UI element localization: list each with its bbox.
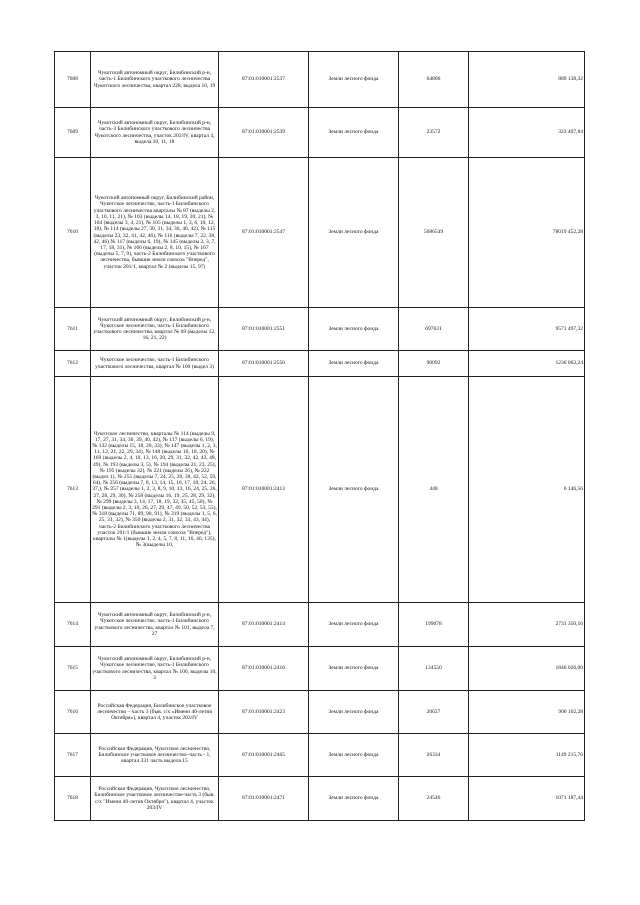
cadastral-number: 87:01:010001:2414 (219, 603, 309, 647)
area-value: 26334 (399, 734, 469, 777)
row-number: 7613 (55, 377, 91, 603)
table-row (55, 691, 585, 734)
area-value: 448 (399, 377, 469, 603)
table-row (55, 108, 585, 158)
land-category: Земли лесного фонда (309, 308, 399, 351)
area-value: 90092 (399, 351, 469, 377)
cadastral-value: 78019 452,28 (469, 158, 585, 308)
area-value: 134550 (399, 647, 469, 691)
table-row (55, 734, 585, 777)
cadastral-number: 87:01:010001:2423 (219, 691, 309, 734)
cadastral-number: 87:01:010001:2471 (219, 777, 309, 821)
land-category: Земли лесного фонда (309, 377, 399, 603)
land-category: Земли лесного фонда (309, 108, 399, 158)
cadastral-value: 1071 187,44 (469, 777, 585, 821)
table-row (55, 603, 585, 647)
area-value: 20627 (399, 691, 469, 734)
location-description: Чукотский автономный округ, Билибинский р-н, Чукотское лесничество, часть-1 Билибинского участкового лесничества, квартал № 69 (выделы 12, 16, 21, 22) (91, 308, 219, 351)
location-description: Российская Федерация, Чукотское лесничество, Билибинское участковое лесничество–часть - 1, квартал 331 часть выдела 15 (91, 734, 219, 777)
row-number: 7609 (55, 108, 91, 158)
location-description: Чукотский автономный округ, Билибинский р-н, часть-3 Билибинского участкового лесничества Чукотского лесничества, участок 203/IV, квартал 4, выдела 10, 11, 18 (91, 108, 219, 158)
area-value: 23572 (399, 108, 469, 158)
cadastral-number: 87:01:010001:2416 (219, 647, 309, 691)
location-description: Чукотский автономный округ, Билибинский р-н, Чукотское лесничество, часть-1 Билибинского участкового лесничества, квартал № 100, выделы 10, 3 (91, 647, 219, 691)
table-row (55, 377, 585, 603)
cadastral-number: 87:01:010001:2556 (219, 351, 309, 377)
cadastral-value: 323 407,84 (469, 108, 585, 158)
cadastral-value: 6 146,56 (469, 377, 585, 603)
table-row (55, 777, 585, 821)
table-row (55, 52, 585, 108)
land-category: Земли лесного фонда (309, 647, 399, 691)
land-category: Земли лесного фонда (309, 351, 399, 377)
cadastral-number: 87:01:010001:2551 (219, 308, 309, 351)
cadastral-number: 87:01:010001:2537 (219, 52, 309, 108)
land-category: Земли лесного фонда (309, 777, 399, 821)
cadastral-number: 87:01:010001:2547 (219, 158, 309, 308)
row-number: 7618 (55, 777, 91, 821)
row-number: 7610 (55, 158, 91, 308)
table-row (55, 351, 585, 377)
row-number: 7615 (55, 647, 91, 691)
land-category: Земли лесного фонда (309, 158, 399, 308)
land-category: Земли лесного фонда (309, 691, 399, 734)
cadastral-value: 1149 215,76 (469, 734, 585, 777)
location-description: Российская Федерация, Чукотское лесничество, Билибинское участковое лесничество-часть 3 (быв. с/х "Имени 40-летия Октября"), квартал 4, участок 203/IV (91, 777, 219, 821)
area-value: 5686549 (399, 158, 469, 308)
location-description: Чукотский автономный округ, Билибинский р-н, Чукотское лесничество, часть-1 Билибинского участкового лесничества, квартал № 101, выдела 7, 27 (91, 603, 219, 647)
row-number: 7608 (55, 52, 91, 108)
location-description: Чукотское лесничество, кварталы № 114 (выделы 9, 17, 27, 31, 34, 36, 39, 40, 42), № 117 (выделы 6, 19), № 132 (выделы 15, 18, 20, 33), № 147 (выделы 1, 2, 3, 11, 12, 21, 22, 29, 34), № 148 (выделы 16, 18, 20), № 169 (выделы 2, 4, 10, 13, 16, 20, 29, 31, 32, 42, 43, 48, 49), № 193 (выделы 3, 5), № 194 (выделы 21, 23, 25), № 195 (выделы 32), № 221 (выделы 26), № 222 (выдел 1), № 255 (выделы 7, 24, 25, 28, 38, 42, 52, 59, 64), № 256 (выделы 7, 8, 13, 14, 15, 16, 17, 18, 24, 26, 37,), № 257 (выделы 1, 2, 3, 8, 9, 10, 13, 16, 24, 25, 26, 27, 28, 29, 30), № 258 (выделы 16, 19, 25, 28, 29, 32), № 299 (выделы 3, 14, 17, 18, 19, 32, 35, 45, 50), № 291 (выделы 2, 3, 10, 26, 27, 29, 47, 49, 50, 52, 53, 55), № 318 (выделы 71, 89, 90, 91), № 319 (выделы 1, 5, 6, 25, 31, 32), № 350 (выделы 2, 31, 32, 33, 43, 44), часть-2 Билибинского участкового лесничества участок 201/1 (бывшие земли совхоза "Вперед"), кварталы № 1(выделы 1, 2, 4, 5, 7, 8, 11, 16, 40, 135), № 3(выделы 10, (91, 377, 219, 603)
row-number: 7614 (55, 603, 91, 647)
row-number: 7617 (55, 734, 91, 777)
cadastral-number: 87:01:010001:2539 (219, 108, 309, 158)
table-row (55, 308, 585, 351)
area-value: 697631 (399, 308, 469, 351)
table-row (55, 158, 585, 308)
cadastral-value: 9571 497,32 (469, 308, 585, 351)
land-category: Земли лесного фонда (309, 52, 399, 108)
cadastral-number: 87:01:010001:2465 (219, 734, 309, 777)
location-description: Чукотский автономный округ, Билибинский р-н, часть-1 Билибинского участкового лесничества Чукотского лесничества, квартал 228, выдела 10, 19 (91, 52, 219, 108)
area-value: 64806 (399, 52, 469, 108)
cadastral-value: 1236 062,24 (469, 351, 585, 377)
table-row (55, 647, 585, 691)
cadastral-value: 2731 350,16 (469, 603, 585, 647)
cadastral-value: 1846 026,00 (469, 647, 585, 691)
cadastral-value: 889 138,32 (469, 52, 585, 108)
cadastral-number: 87:01:010001:2413 (219, 377, 309, 603)
row-number: 7612 (55, 351, 91, 377)
land-category: Земли лесного фонда (309, 603, 399, 647)
land-registry-table (54, 51, 585, 821)
location-description: Чукотское лесничество, часть-1 Билибинского участкового лесничества, квартал № 100 (выдел 3) (91, 351, 219, 377)
row-number: 7616 (55, 691, 91, 734)
cadastral-value: 900 162,28 (469, 691, 585, 734)
land-category: Земли лесного фонда (309, 734, 399, 777)
area-value: 24546 (399, 777, 469, 821)
area-value: 199078 (399, 603, 469, 647)
row-number: 7611 (55, 308, 91, 351)
location-description: Российская Федерация, Билибинское участковое лесничество – часть 3 (быв. с/х «Имени 40-летия Октября»), квартал 4, участок 203/IV (91, 691, 219, 734)
location-description: Чукотский автономный округ, Билибинский район, Чукотское лесничество, часть-1 Билибинского участкового лесничества кварталы № 87 (выделы 2, 3, 10, 11, 21), № 103 (выделы 14, 18, 19, 20, 21), № 104 (выделы 3, 4, 21), № 105 (выделы 1, 3, 6, 10, 12, 18), № 114 (выделы 27, 30, 31, 34, 36, 40, 42), № 115 (выделы 23, 32, 41, 42, 46), № 116 (выделы 7, 22, 38, 42, 46) № 117 (выделы 6, 19), № 145 (выделы 2, 3, 7, 17, 18, 31), № 166 (выделы 2, 8, 10, 15), № 167 (выделы 5, 7, 9), часть-2 Билибинского участкового лесничества, бывшие земли совхоза "Вперед", участок 201/1, квартал № 2 (выделы 15, 97) (91, 158, 219, 308)
